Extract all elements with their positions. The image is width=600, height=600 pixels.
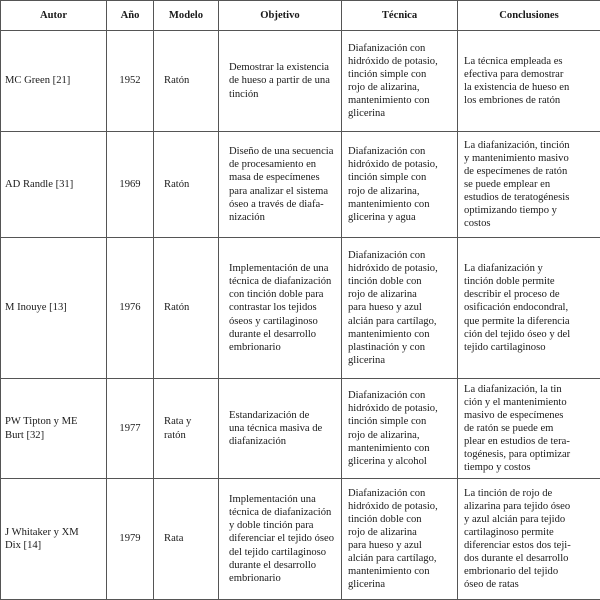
cell-modelo: Rata — [154, 479, 219, 600]
cell-autor: PW Tipton y ME Burt [32] — [1, 379, 107, 479]
cell-conclusiones: La tinción de rojo de alizarina para tejido óseo y azul alcián para tejido cartilaginoso permite diferenciar estos dos teji- dos durante el desarrollo embrionario del tejido óseo de ratas — [458, 479, 600, 600]
table-row — [1, 238, 600, 379]
cell-modelo: Ratón — [154, 31, 219, 132]
table-body — [1, 31, 600, 600]
cell-anio: 1976 — [107, 238, 154, 379]
cell-objetivo: Estandarización de una técnica masiva de diafanización — [219, 379, 342, 479]
header-objetivo: Objetivo — [219, 1, 342, 31]
cell-conclusiones: La diafanización y tinción doble permite describir el proceso de osificación endocondral, que permite la diferencia ción del tejido óseo y del tejido cartilaginoso — [458, 238, 600, 379]
cell-tecnica: Diafanización con hidróxido de potasio, tinción doble con rojo de alizarina para hueso y azul alcián para cartílago, mantenimiento con plastinación y con glicerina — [342, 238, 458, 379]
cell-tecnica: Diafanización con hidróxido de potasio, tinción simple con rojo de alizarina, mantenimiento con glicerina y alcohol — [342, 379, 458, 479]
cell-objetivo: Demostrar la existencia de hueso a partir de una tinción — [219, 31, 342, 132]
cell-autor: MC Green [21] — [1, 31, 107, 132]
cell-tecnica: Diafanización con hidróxido de potasio, tinción doble con rojo de alizarina para hueso y azul alcián para cartílago, mantenimiento con glicerina — [342, 479, 458, 600]
header-modelo: Modelo — [154, 1, 219, 31]
cell-autor: M Inouye [13] — [1, 238, 107, 379]
cell-modelo: Ratón — [154, 132, 219, 238]
cell-modelo: Ratón — [154, 238, 219, 379]
cell-anio: 1969 — [107, 132, 154, 238]
cell-autor: J Whitaker y XM Dix [14] — [1, 479, 107, 600]
cell-objetivo: Implementación una técnica de diafanización y doble tinción para diferenciar el tejido óseo del tejido cartilaginoso durante el desarrollo embrionario — [219, 479, 342, 600]
header-conclusiones: Conclusiones — [458, 1, 600, 31]
table-row — [1, 379, 600, 479]
cell-objetivo: Diseño de una secuencia de procesamiento en masa de especímenes para analizar el sistema óseo a través de diafa- nización — [219, 132, 342, 238]
header-tecnica: Técnica — [342, 1, 458, 31]
table-row — [1, 479, 600, 600]
cell-anio: 1952 — [107, 31, 154, 132]
header-anio: Año — [107, 1, 154, 31]
cell-conclusiones: La técnica empleada es efectiva para demostrar la existencia de hueso en los embriones de ratón — [458, 31, 600, 132]
cell-anio: 1977 — [107, 379, 154, 479]
cell-conclusiones: La diafanización, tinción y mantenimiento masivo de especímenes de ratón se puede emplear en estudios de teratogénesis optimizando tiempo y costos — [458, 132, 600, 238]
cell-tecnica: Diafanización con hidróxido de potasio, tinción simple con rojo de alizarina, mantenimiento con glicerina y agua — [342, 132, 458, 238]
table-header — [1, 1, 600, 31]
table-row — [1, 132, 600, 238]
cell-autor: AD Randle [31] — [1, 132, 107, 238]
cell-conclusiones: La diafanización, la tin ción y el mantenimiento masivo de especímenes de ratón se puede em plear en estudios de tera- togénesis, para optimizar tiempo y costos — [458, 379, 600, 479]
cell-anio: 1979 — [107, 479, 154, 600]
header-autor: Autor — [1, 1, 107, 31]
header-row — [1, 1, 600, 31]
cell-objetivo: Implementación de una técnica de diafanización con tinción doble para contrastar los tejidos óseos y cartilaginoso durante el desarrollo embrionario — [219, 238, 342, 379]
table-row — [1, 31, 600, 132]
cell-modelo: Rata y ratón — [154, 379, 219, 479]
cell-tecnica: Diafanización con hidróxido de potasio, tinción simple con rojo de alizarina, mantenimiento con glicerina — [342, 31, 458, 132]
